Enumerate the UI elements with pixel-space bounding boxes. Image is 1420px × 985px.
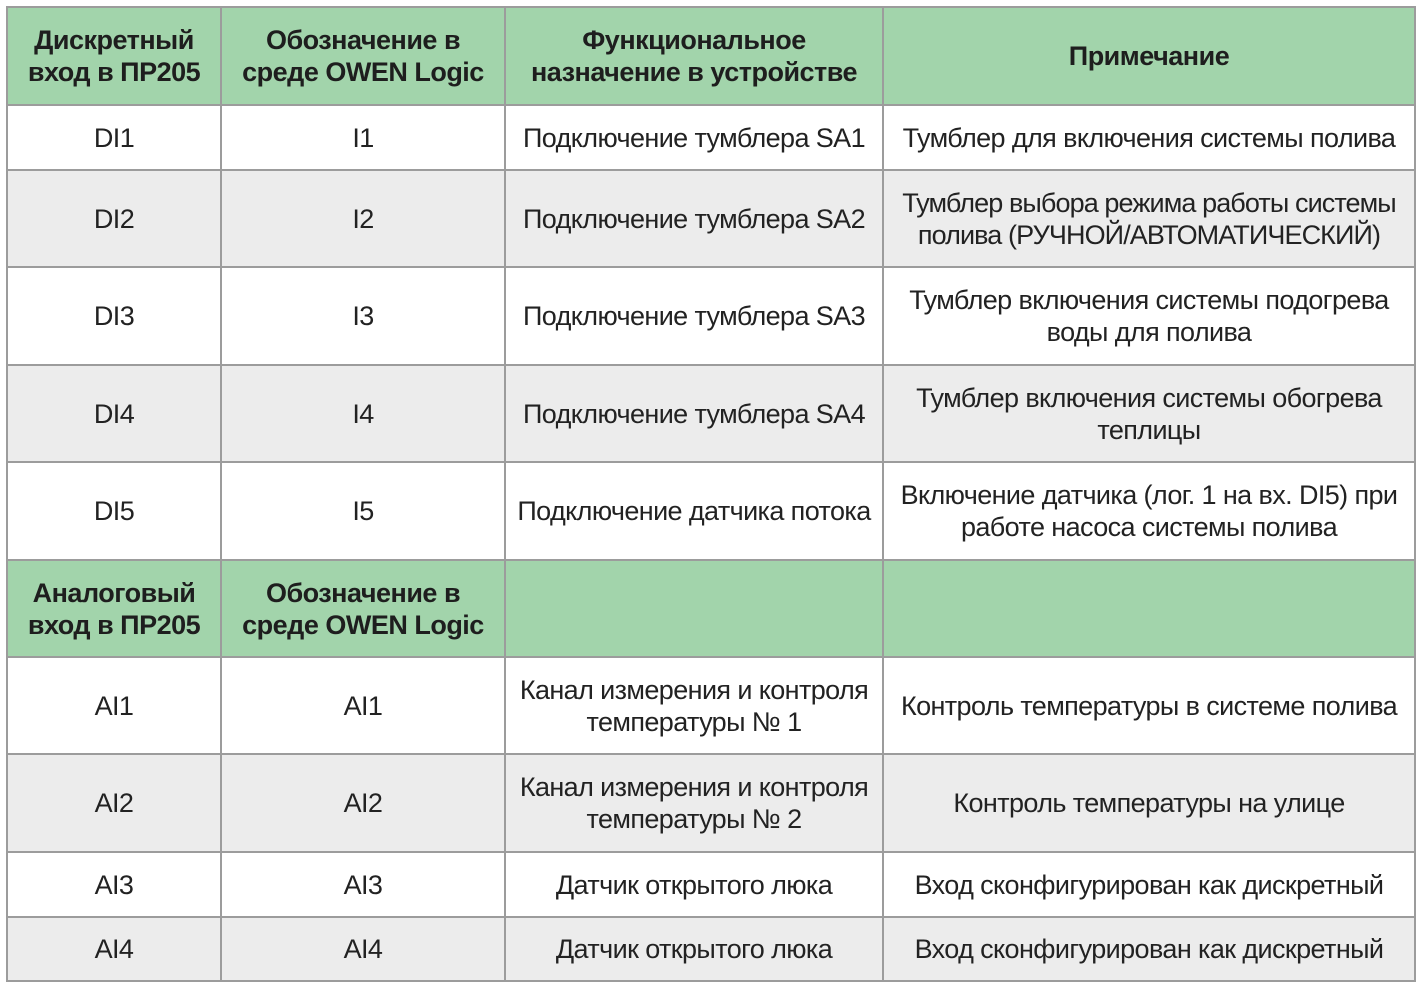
- input-cell: DI4: [7, 365, 221, 462]
- analog-designation-header: Обозначение в среде OWEN Logic: [221, 560, 505, 657]
- input-cell: AI4: [7, 917, 221, 981]
- table-row: [7, 917, 1415, 981]
- function-cell: Датчик открытого люка: [505, 917, 883, 981]
- table-row: [7, 852, 1415, 917]
- designation-cell: I1: [221, 105, 505, 170]
- table-row: [7, 365, 1415, 462]
- table-row: [7, 754, 1415, 852]
- note-cell: Контроль температуры на улице: [883, 754, 1415, 852]
- designation-cell: I3: [221, 267, 505, 365]
- analog-input-header: Аналоговый вход в ПР205: [7, 560, 221, 657]
- table-row: [7, 462, 1415, 560]
- function-cell: Подключение тумблера SA1: [505, 105, 883, 170]
- note-header: Примечание: [883, 7, 1415, 105]
- designation-cell: AI1: [221, 657, 505, 754]
- note-cell: Вход сконфигурирован как дискретный: [883, 917, 1415, 981]
- function-cell: Подключение тумблера SA2: [505, 170, 883, 267]
- designation-cell: AI2: [221, 754, 505, 852]
- note-cell: Тумблер включения системы обогрева теплицы: [883, 365, 1415, 462]
- function-cell: Канал измерения и контроля температуры № 2: [505, 754, 883, 852]
- function-cell: Подключение тумблера SA4: [505, 365, 883, 462]
- input-cell: DI1: [7, 105, 221, 170]
- note-cell: Тумблер включения системы подогрева воды для полива: [883, 267, 1415, 365]
- analog-function-header: [505, 560, 883, 657]
- analog-header-row: [7, 560, 1415, 657]
- input-cell: AI2: [7, 754, 221, 852]
- designation-cell: AI4: [221, 917, 505, 981]
- table-row: [7, 170, 1415, 267]
- table-row: [7, 105, 1415, 170]
- designation-cell: I2: [221, 170, 505, 267]
- table-row: [7, 657, 1415, 754]
- function-header: Функциональное назначение в устройстве: [505, 7, 883, 105]
- input-cell: DI3: [7, 267, 221, 365]
- table-row: [7, 267, 1415, 365]
- input-cell: AI3: [7, 852, 221, 917]
- function-cell: Канал измерения и контроля температуры № 1: [505, 657, 883, 754]
- note-cell: Тумблер для включения системы полива: [883, 105, 1415, 170]
- discrete-header-row: [7, 7, 1415, 105]
- inputs-table: [6, 6, 1416, 982]
- discrete-input-header: Дискретный вход в ПР205: [7, 7, 221, 105]
- input-cell: DI5: [7, 462, 221, 560]
- designation-cell: I4: [221, 365, 505, 462]
- note-cell: Вход сконфигурирован как дискретный: [883, 852, 1415, 917]
- analog-note-header: [883, 560, 1415, 657]
- function-cell: Датчик открытого люка: [505, 852, 883, 917]
- designation-cell: AI3: [221, 852, 505, 917]
- input-cell: AI1: [7, 657, 221, 754]
- note-cell: Включение датчика (лог. 1 на вх. DI5) при работе насоса системы полива: [883, 462, 1415, 560]
- discrete-designation-header: Обозначение в среде OWEN Logic: [221, 7, 505, 105]
- note-cell: Тумблер выбора режима работы системы полива (РУЧНОЙ/АВТОМАТИЧЕСКИЙ): [883, 170, 1415, 267]
- note-cell: Контроль температуры в системе полива: [883, 657, 1415, 754]
- function-cell: Подключение датчика потока: [505, 462, 883, 560]
- input-cell: DI2: [7, 170, 221, 267]
- function-cell: Подключение тумблера SA3: [505, 267, 883, 365]
- designation-cell: I5: [221, 462, 505, 560]
